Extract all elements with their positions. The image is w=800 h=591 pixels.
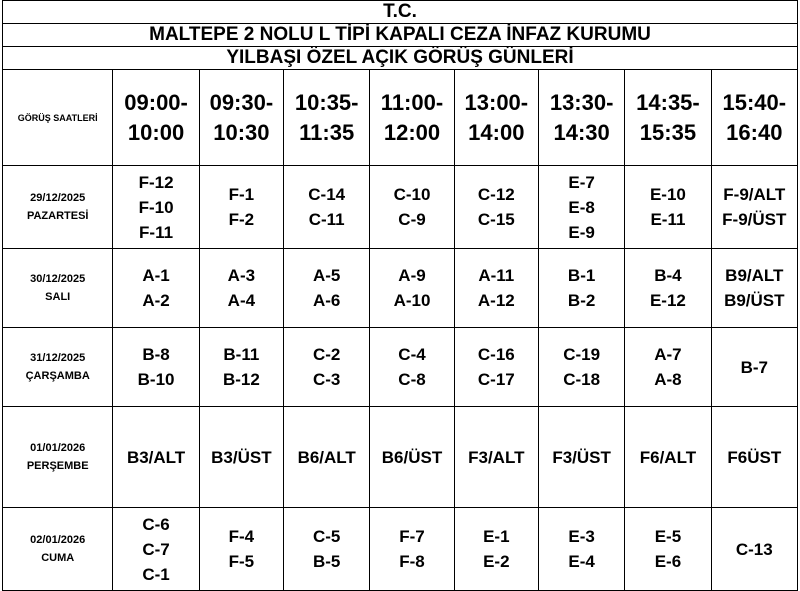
ward-cell	[199, 508, 283, 591]
time-slot-start: 15:40-	[722, 89, 787, 115]
ward-code: B9/ÜST	[724, 291, 785, 310]
ward-code: B3/ALT	[126, 447, 186, 467]
time-slot-end: 11:35	[299, 119, 355, 145]
ward-code: C-13	[735, 539, 773, 559]
ward-cell	[199, 166, 283, 249]
ward-cell	[199, 328, 283, 407]
ward-code: B-11	[223, 345, 260, 364]
ward-cell	[538, 407, 624, 508]
time-slot-start: 13:00-	[464, 89, 529, 115]
ward-cell	[538, 508, 624, 591]
ward-code: A-5	[312, 266, 341, 285]
ward-code: F-1	[228, 185, 255, 204]
ward-cell	[538, 166, 624, 249]
ward-code: F-9/ALT	[723, 185, 786, 204]
day-row	[3, 328, 798, 407]
ward-cell	[284, 508, 370, 591]
time-slot-header	[711, 70, 797, 166]
document-subtitle: YILBAŞI ÖZEL AÇIK GÖRÜŞ GÜNLERİ	[3, 47, 798, 70]
ward-code: E-1	[483, 527, 510, 546]
ward-code: A-2	[142, 291, 170, 310]
ward-code: F3/ÜST	[552, 447, 611, 467]
ward-cell	[711, 508, 797, 591]
ward-cell	[625, 508, 711, 591]
ward-code: F-8	[399, 552, 425, 571]
time-slot-end: 10:00	[127, 119, 185, 145]
ward-code: B-7	[740, 357, 768, 377]
time-slot-end: 14:00	[468, 119, 525, 145]
ward-cell	[625, 249, 711, 328]
time-slot-header	[625, 70, 711, 166]
ward-code: E-11	[650, 210, 686, 229]
ward-code: F6ÜST	[727, 447, 782, 467]
ward-code: A-6	[312, 291, 341, 310]
ward-code: B6/ÜST	[381, 447, 443, 467]
ward-code: F-10	[138, 197, 174, 217]
ward-code: B-4	[654, 266, 682, 285]
day-name: PERŞEMBE	[26, 460, 89, 472]
day-label	[3, 166, 113, 249]
ward-code: F6/ALT	[639, 447, 697, 467]
time-slot-header	[113, 70, 199, 166]
time-slot-start: 13:30-	[549, 89, 614, 115]
ward-code: B9/ALT	[725, 266, 784, 285]
ward-cell	[113, 166, 199, 249]
time-slot-header	[199, 70, 283, 166]
time-slot-start: 14:35-	[636, 89, 700, 115]
ward-code: E-10	[649, 185, 686, 204]
ward-cell	[370, 166, 454, 249]
ward-code: C-1	[142, 564, 170, 584]
ward-code: F-2	[228, 210, 255, 229]
ward-cell	[454, 407, 538, 508]
ward-code: E-2	[483, 552, 510, 571]
ward-code: E-4	[568, 552, 595, 571]
ward-cell	[538, 328, 624, 407]
ward-cell	[284, 407, 370, 508]
title-row	[3, 1, 798, 24]
ward-cell	[370, 249, 454, 328]
time-slot-header	[538, 70, 624, 166]
ward-code: C-9	[398, 210, 426, 229]
ward-cell	[454, 166, 538, 249]
ward-code: F3/ALT	[468, 447, 525, 467]
ward-code: F-12	[138, 172, 174, 192]
ward-code: C-11	[308, 210, 345, 229]
ward-code: C-7	[142, 539, 170, 559]
time-slot-end: 15:35	[639, 119, 697, 145]
ward-code: A-1	[142, 266, 170, 285]
ward-code: F-7	[399, 527, 425, 546]
ward-code: C-4	[398, 345, 426, 364]
time-slot-start: 09:00-	[124, 89, 188, 115]
ward-code: B6/ALT	[297, 447, 356, 467]
day-label	[3, 249, 113, 328]
ward-code: B-1	[567, 266, 596, 285]
ward-cell	[284, 166, 370, 249]
ward-cell	[454, 508, 538, 591]
time-slot-header	[454, 70, 538, 166]
time-slot-end: 12:00	[383, 119, 441, 145]
day-row	[3, 166, 798, 249]
ward-code: F-5	[228, 552, 255, 571]
day-label	[3, 407, 113, 508]
day-name: SALI	[45, 291, 71, 303]
ward-code: C-8	[398, 370, 426, 389]
time-slot-end: 16:40	[726, 119, 783, 145]
ward-code: F-9/ÜST	[722, 210, 787, 229]
ward-cell	[113, 407, 199, 508]
ward-cell	[625, 328, 711, 407]
ward-code: F-11	[139, 222, 174, 242]
ward-code: C-10	[393, 185, 431, 204]
time-slot-start: 09:30-	[209, 89, 274, 115]
ward-code: C-14	[308, 185, 346, 204]
day-name: ÇARŞAMBA	[25, 370, 90, 382]
time-slot-header	[284, 70, 370, 166]
ward-cell	[370, 328, 454, 407]
ward-cell	[199, 249, 283, 328]
ward-cell	[538, 249, 624, 328]
ward-code: C-2	[312, 345, 341, 364]
ward-code: E-8	[568, 197, 595, 217]
ward-code: C-6	[142, 514, 170, 534]
ward-cell	[113, 508, 199, 591]
day-label	[3, 328, 113, 407]
ward-code: A-12	[477, 291, 515, 310]
ward-code: A-9	[398, 266, 426, 285]
day-date: 31/12/2025	[30, 352, 86, 364]
ward-cell	[284, 328, 370, 407]
ward-cell	[711, 407, 797, 508]
ward-code: C-3	[312, 370, 341, 389]
ward-code: A-11	[478, 266, 515, 285]
day-row	[3, 249, 798, 328]
time-slot-start: 10:35-	[294, 89, 359, 115]
visit-schedule-table	[2, 0, 798, 591]
day-date: 29/12/2025	[30, 192, 86, 204]
ward-cell	[284, 249, 370, 328]
ward-code: E-9	[568, 222, 595, 242]
ward-cell	[113, 328, 199, 407]
ward-code: C-18	[563, 370, 601, 389]
day-date: 01/01/2026	[30, 442, 86, 454]
ward-code: C-12	[477, 185, 515, 204]
institution-name: MALTEPE 2 NOLU L TİPİ KAPALI CEZA İNFAZ KURUMU	[3, 24, 798, 47]
ward-code: B3/ÜST	[211, 447, 272, 467]
ward-cell	[625, 407, 711, 508]
institution-row	[3, 24, 798, 47]
day-row	[3, 508, 798, 591]
ward-code: A-10	[393, 291, 431, 310]
day-name: CUMA	[41, 552, 75, 564]
ward-code: A-8	[654, 370, 682, 389]
ward-cell	[370, 407, 454, 508]
ward-code: E-7	[568, 172, 595, 192]
time-slot-end: 14:30	[553, 119, 610, 145]
ward-code: A-3	[227, 266, 256, 285]
ward-code: B-12	[222, 370, 260, 389]
ward-cell	[454, 328, 538, 407]
ward-code: B-2	[567, 291, 596, 310]
ward-code: B-8	[142, 345, 170, 364]
ward-cell	[625, 166, 711, 249]
day-date: 02/01/2026	[30, 534, 86, 546]
ward-code: E-12	[649, 291, 686, 310]
time-slot-end: 10:30	[213, 119, 270, 145]
time-slot-header	[370, 70, 454, 166]
schedule-body	[3, 1, 798, 591]
time-slot-header-row	[3, 70, 798, 166]
ward-code: B-10	[137, 370, 175, 389]
ward-code: C-15	[477, 210, 515, 229]
ward-cell	[113, 249, 199, 328]
day-label	[3, 508, 113, 591]
ward-cell	[711, 166, 797, 249]
ward-cell	[370, 508, 454, 591]
ward-code: A-4	[227, 291, 256, 310]
day-row	[3, 407, 798, 508]
day-date: 30/12/2025	[30, 273, 86, 285]
ward-code: C-16	[477, 345, 515, 364]
ward-code: A-7	[654, 345, 682, 364]
ward-code: E-5	[654, 527, 682, 546]
ward-cell	[711, 249, 797, 328]
ward-code: F-4	[228, 527, 255, 546]
ward-cell	[454, 249, 538, 328]
ward-code: C-5	[312, 527, 341, 546]
subtitle-row	[3, 47, 798, 70]
time-slot-start: 11:00-	[380, 89, 444, 115]
ward-cell	[199, 407, 283, 508]
ward-code: E-6	[654, 552, 682, 571]
ward-code: C-19	[563, 345, 601, 364]
day-name: PAZARTESİ	[26, 210, 89, 222]
ward-code: B-5	[312, 552, 341, 571]
visit-hours-label: GÖRÜŞ SAATLERİ	[3, 70, 113, 166]
ward-cell	[711, 328, 797, 407]
document-title: T.C.	[3, 1, 798, 24]
ward-code: C-17	[477, 370, 515, 389]
ward-code: E-3	[568, 527, 595, 546]
